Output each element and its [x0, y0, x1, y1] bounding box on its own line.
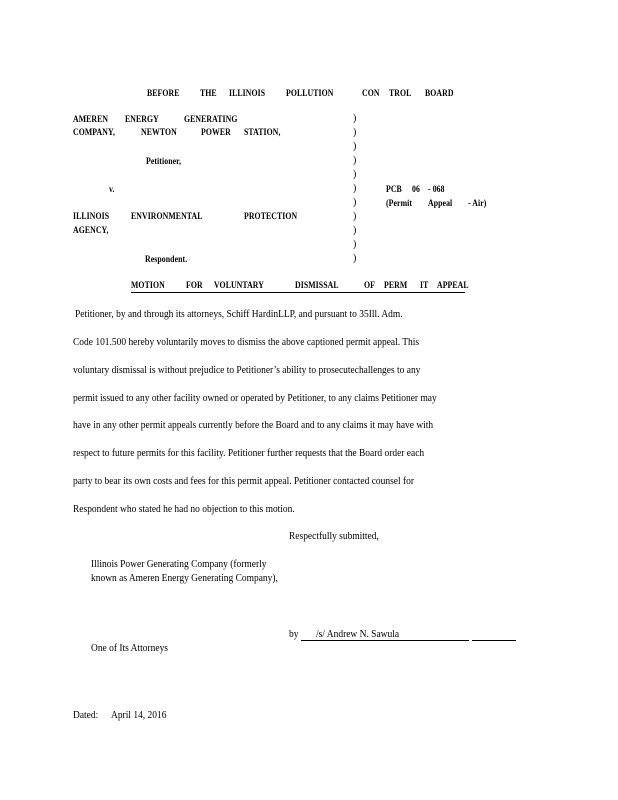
caption-bracket: ) [353, 155, 357, 166]
title-underline [131, 292, 465, 293]
petitioner-generating: GENERATING [184, 115, 238, 125]
case-number: - 068 [428, 185, 445, 195]
attorney-label: One of Its Attorneys [91, 642, 168, 654]
petitioner-power: POWER [201, 128, 231, 138]
respondent-protection: PROTECTION [244, 212, 298, 222]
body-line: Respondent who stated he had no objection to this motion. [73, 503, 295, 515]
title-of: OF [364, 281, 375, 291]
signature-line-extension [472, 640, 516, 641]
heading-the: THE [200, 89, 217, 99]
caption-bracket: ) [353, 253, 357, 264]
dated-label: Dated: [73, 709, 99, 721]
caption-bracket: ) [353, 127, 357, 138]
title-dismissal: DISMISSAL [295, 281, 339, 291]
body-line: party to bear its own costs and fees for this permit appeal. Petitioner contacted counsel for [73, 475, 414, 487]
body-line: Petitioner, by and through its attorneys, Schiff HardinLLP, and pursuant to 35Ill. Adm. [75, 308, 403, 320]
caption-bracket: ) [353, 183, 357, 194]
petitioner-ameren: AMEREN [73, 115, 109, 125]
respondent-label: Respondent. [145, 255, 188, 265]
closing-text: Respectfully submitted, [289, 530, 379, 542]
case-pcb: PCB [386, 185, 402, 195]
caption-bracket: ) [353, 113, 357, 124]
signature-line [301, 640, 469, 641]
company-line: Illinois Power Generating Company (formerly [91, 558, 267, 570]
heading-con: CON [362, 89, 380, 99]
petitioner-energy: ENERGY [125, 115, 159, 125]
heading-before: BEFORE [147, 89, 180, 99]
respondent-illinois: ILLINOIS [73, 212, 110, 222]
body-line: permit issued to any other facility owned or operated by Petitioner, to any claims Petitioner may [73, 392, 437, 404]
dated-value: April 14, 2016 [111, 709, 167, 721]
title-motion: MOTION [131, 281, 165, 291]
case-type-air: - Air) [468, 199, 487, 209]
title-appeal: APPEAL [437, 281, 469, 291]
respondent-agency: AGENCY, [73, 226, 109, 236]
company-line: known as Ameren Energy Generating Company), [91, 572, 278, 584]
caption-bracket: ) [353, 211, 357, 222]
petitioner-station: STATION, [244, 128, 281, 138]
case-type-appeal: Appeal [428, 199, 453, 209]
caption-bracket: ) [353, 239, 357, 250]
caption-bracket: ) [353, 197, 357, 208]
case-type-permit: (Permit [386, 199, 413, 209]
title-for: FOR [186, 281, 203, 291]
caption-bracket: ) [353, 141, 357, 152]
case-year: 06 [412, 185, 420, 195]
body-line: respect to future permits for this facility. Petitioner further requests that the Board order each [73, 447, 425, 459]
signature-by: by [289, 628, 299, 640]
body-line: voluntary dismissal is without prejudice to Petitioner’s ability to prosecutechallenges to any [73, 364, 421, 376]
heading-illinois: ILLINOIS [229, 89, 266, 99]
signature-name: /s/ Andrew N. Sawula [316, 628, 400, 640]
title-voluntary: VOLUNTARY [214, 281, 264, 291]
heading-trol: TROL [389, 89, 412, 99]
petitioner-company: COMPANY, [73, 128, 115, 138]
respondent-environmental: ENVIRONMENTAL [131, 212, 203, 222]
title-it: IT [420, 281, 429, 291]
title-perm: PERM [384, 281, 408, 291]
petitioner-newton: NEWTON [141, 128, 177, 138]
body-line: Code 101.500 hereby voluntarily moves to dismiss the above captioned permit appeal. This [73, 336, 420, 348]
petitioner-label: Petitioner, [146, 157, 182, 167]
heading-pollution: POLLUTION [286, 89, 334, 99]
heading-board: BOARD [425, 89, 454, 99]
caption-bracket: ) [353, 225, 357, 236]
versus-label: v. [109, 185, 115, 195]
caption-bracket: ) [353, 169, 357, 180]
body-line: have in any other permit appeals currently before the Board and to any claims it may have with [73, 419, 434, 431]
